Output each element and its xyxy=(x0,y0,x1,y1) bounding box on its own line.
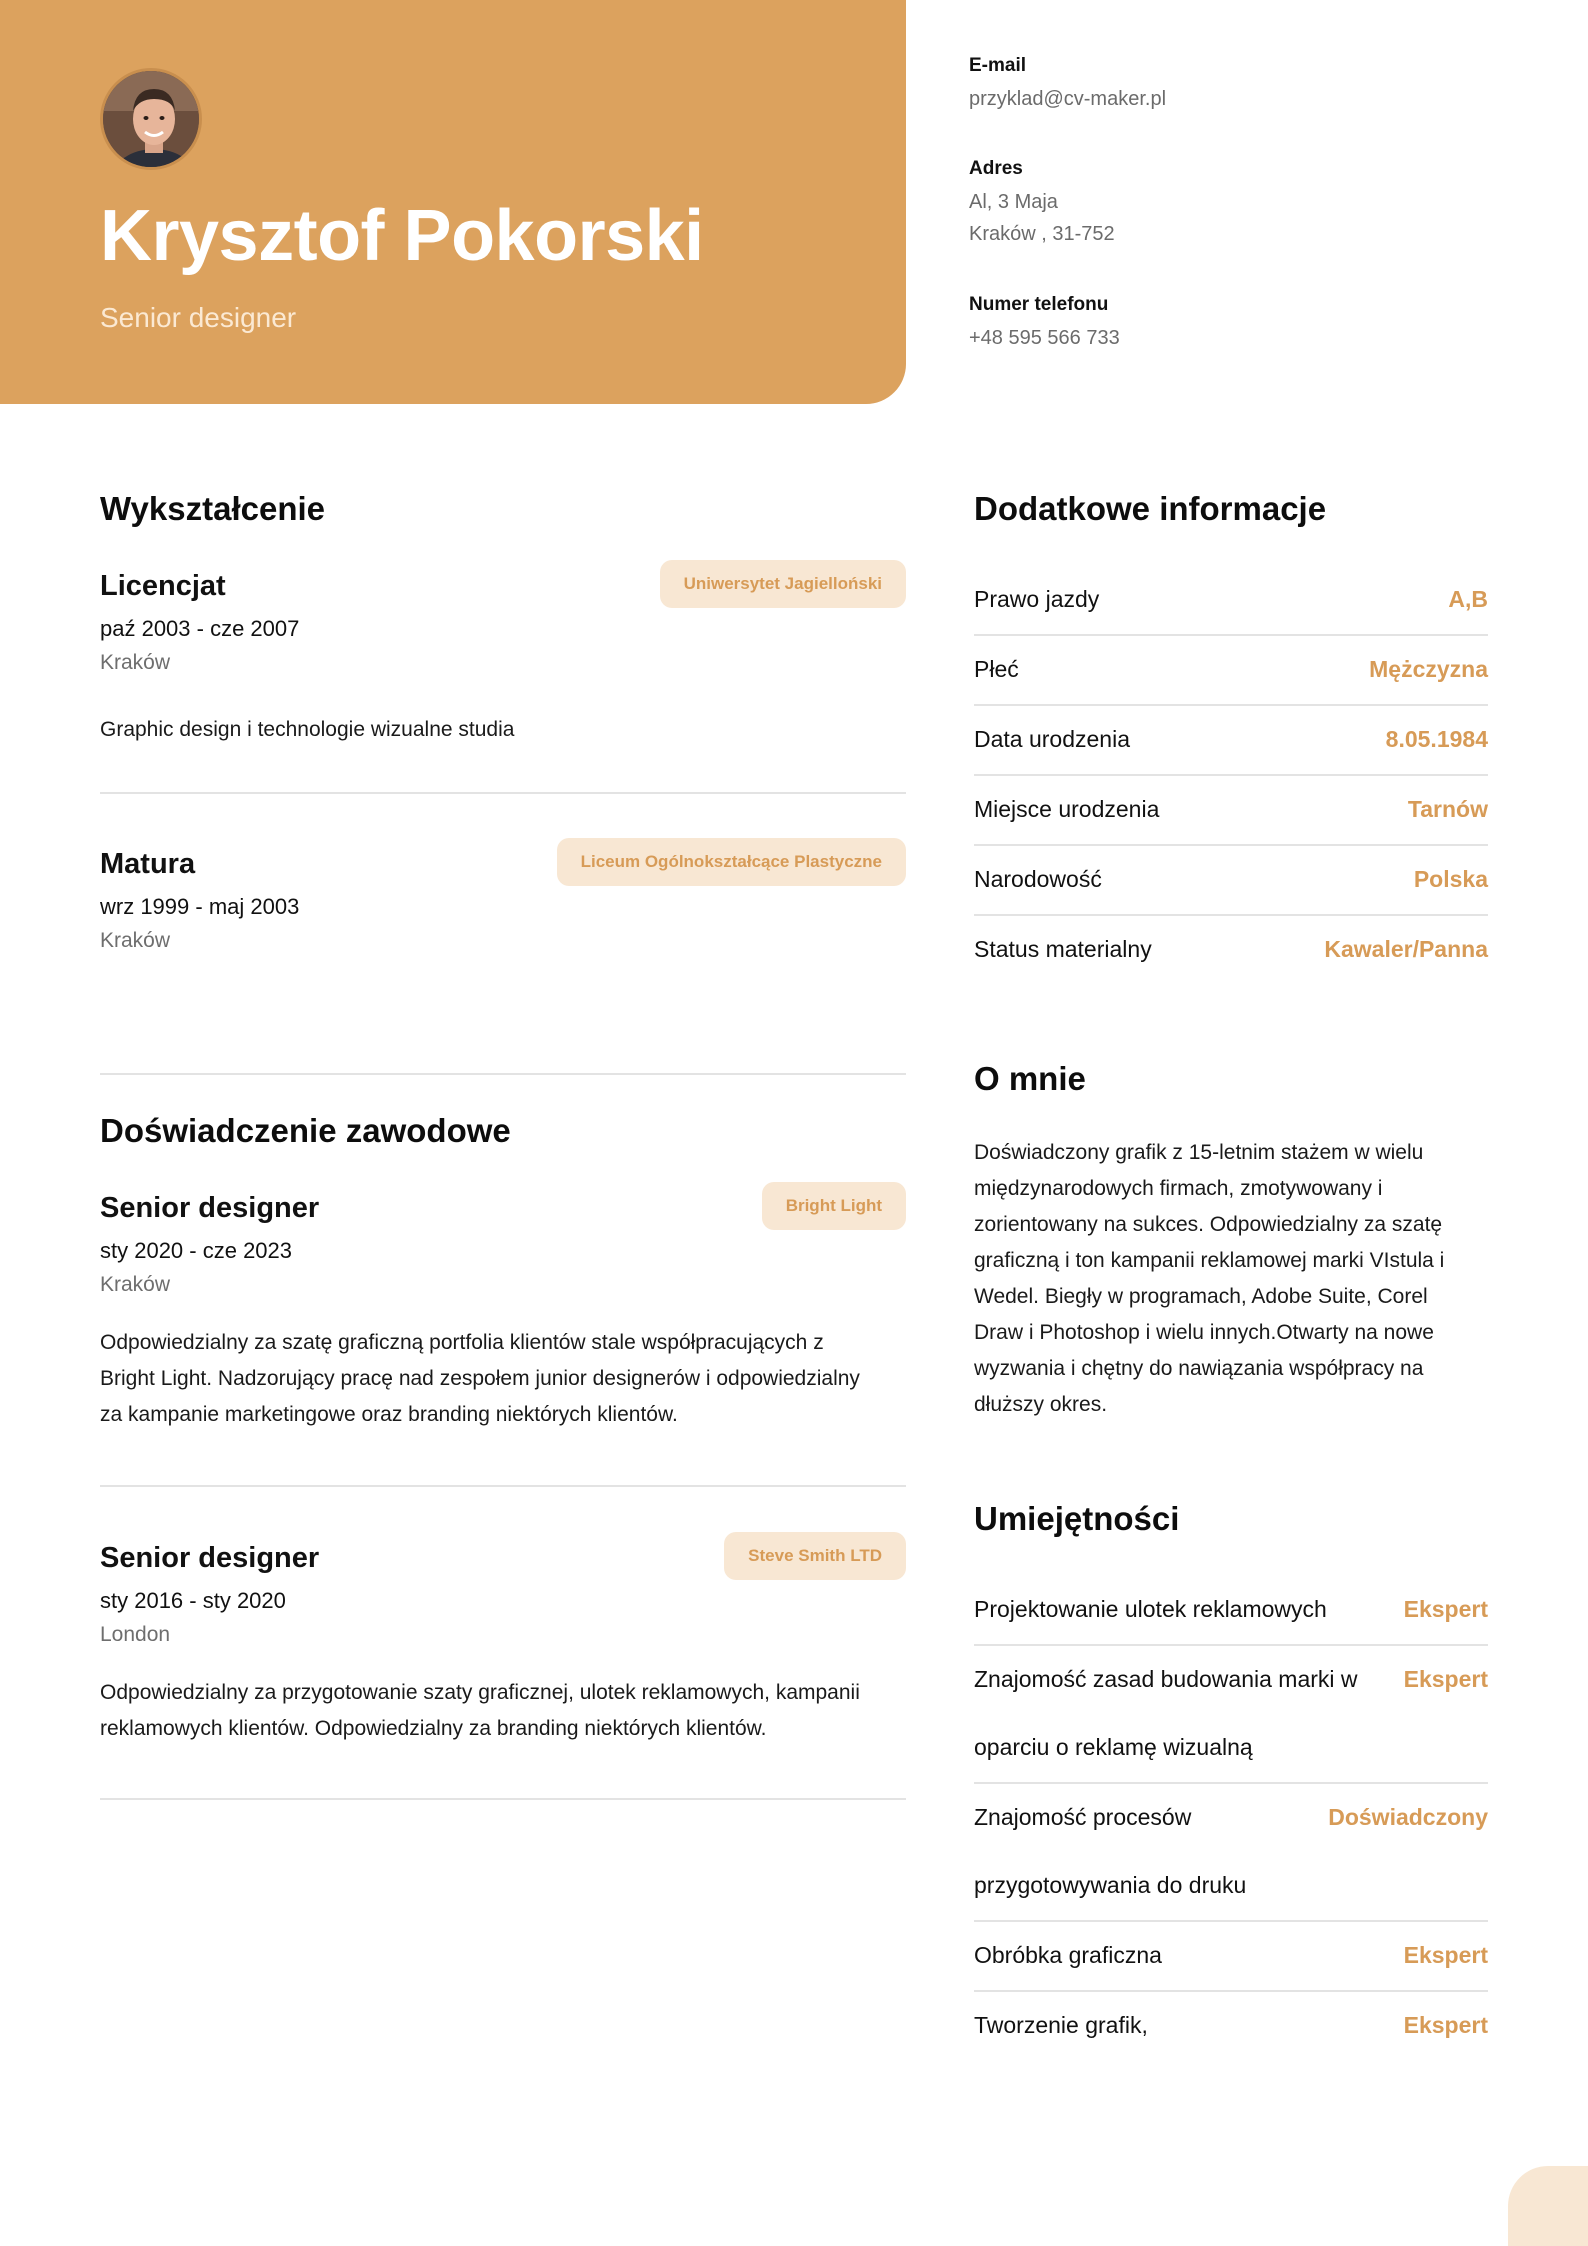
experience-company-badge: Steve Smith LTD xyxy=(724,1532,906,1580)
divider xyxy=(974,914,1488,916)
right-column xyxy=(974,0,1488,2246)
experience-dates: sty 2016 - sty 2020 xyxy=(100,1588,286,1613)
divider xyxy=(100,1073,906,1075)
experience-city: Kraków xyxy=(100,1273,171,1296)
education-degree: Matura xyxy=(100,848,196,880)
education-city: Kraków xyxy=(100,651,171,674)
email-value: przyklad@cv-maker.pl xyxy=(969,88,1167,110)
experience-description xyxy=(100,1675,900,1747)
description-line: reklamowych klientów. Odpowiedzialny za branding niektórych klientów. xyxy=(100,1717,767,1740)
skills-title: Umiejętności xyxy=(974,1500,1180,1537)
info-key: Narodowość xyxy=(974,866,1102,892)
education-description: Graphic design i technologie wizualne studia xyxy=(100,718,515,741)
about-line: Wedel. Biegły w programach, Adobe Suite, Corel xyxy=(974,1285,1428,1308)
left-column xyxy=(100,0,906,2246)
divider xyxy=(974,1990,1488,1992)
info-value: 8.05.1984 xyxy=(1385,726,1488,752)
description-line: Odpowiedzialny za szatę graficzną portfolia klientów stale współpracujących z xyxy=(100,1331,824,1354)
education-school-badge: Liceum Ogólnokształcące Plastyczne xyxy=(557,838,906,886)
experience-company-badge: Bright Light xyxy=(762,1182,906,1230)
info-key: Prawo jazdy xyxy=(974,586,1100,612)
phone-value: +48 595 566 733 xyxy=(969,327,1120,349)
address-line1: Al, 3 Maja xyxy=(969,191,1058,213)
skill-name: Obróbka graficzna xyxy=(974,1942,1162,1968)
skill-level: Ekspert xyxy=(1403,1596,1488,1622)
skill-level: Ekspert xyxy=(1403,2012,1488,2038)
education-title: Wykształcenie xyxy=(100,490,326,527)
experience-description xyxy=(100,1325,900,1433)
info-value: A,B xyxy=(1448,586,1488,612)
candidate-name: Krysztof Pokorski xyxy=(100,196,704,276)
additional-info-title: Dodatkowe informacje xyxy=(974,490,1327,527)
divider xyxy=(974,1782,1488,1784)
corner-decoration xyxy=(1508,2166,1588,2246)
experience-city: London xyxy=(100,1623,171,1646)
skill-name: Znajomość zasad budowania marki w xyxy=(974,1666,1358,1692)
experience-position: Senior designer xyxy=(100,1542,320,1574)
about-line: dłuższy okres. xyxy=(974,1393,1108,1416)
info-key: Data urodzenia xyxy=(974,726,1130,752)
skill-level: Ekspert xyxy=(1403,1666,1488,1692)
skill-name-cont: oparciu o reklamę wizualną xyxy=(974,1734,1253,1760)
info-value: Kawaler/Panna xyxy=(1324,936,1488,962)
info-value: Polska xyxy=(1413,866,1488,892)
info-key: Status materialny xyxy=(974,936,1152,962)
divider xyxy=(974,844,1488,846)
education-dates: wrz 1999 - maj 2003 xyxy=(100,894,300,919)
divider xyxy=(974,634,1488,636)
about-line: zorientowany na sukces. Odpowiedzialny za szatę xyxy=(974,1213,1443,1236)
skill-name: Tworzenie grafik, xyxy=(974,2012,1148,2038)
skill-name: Projektowanie ulotek reklamowych xyxy=(974,1596,1327,1622)
about-line: międzynarodowych firmach, zmotywowany i xyxy=(974,1177,1383,1200)
phone-label: Numer telefonu xyxy=(969,294,1109,315)
divider xyxy=(100,792,906,794)
description-line: Odpowiedzialny za przygotowanie szaty graficznej, ulotek reklamowych, kampanii xyxy=(100,1681,860,1704)
experience-position: Senior designer xyxy=(100,1192,320,1224)
email-label: E-mail xyxy=(969,55,1027,76)
candidate-role: Senior designer xyxy=(100,302,297,333)
divider xyxy=(100,1798,906,1800)
info-key: Miejsce urodzenia xyxy=(974,796,1160,822)
about-line: Doświadczony grafik z 15-letnim stażem w wielu xyxy=(974,1141,1424,1164)
skill-level: Doświadczony xyxy=(1328,1804,1488,1830)
divider xyxy=(100,1485,906,1487)
info-value: Mężczyzna xyxy=(1369,656,1488,682)
about-text xyxy=(974,1135,1488,1423)
divider xyxy=(974,1920,1488,1922)
education-degree: Licencjat xyxy=(100,570,226,602)
info-row xyxy=(974,924,1488,994)
about-line: Draw i Photoshop i wielu innych.Otwarty na nowe xyxy=(974,1321,1434,1344)
divider xyxy=(974,704,1488,706)
about-line: graficzną i ton kampanii reklamowej marki VIstula i xyxy=(974,1249,1445,1272)
about-title: O mnie xyxy=(974,1060,1086,1097)
divider xyxy=(974,774,1488,776)
skill-level: Ekspert xyxy=(1403,1942,1488,1968)
education-school-badge: Uniwersytet Jagielloński xyxy=(660,560,906,608)
info-key: Płeć xyxy=(974,656,1019,682)
experience-title: Doświadczenie zawodowe xyxy=(100,1112,511,1149)
info-value: Tarnów xyxy=(1407,796,1488,822)
address-line2: Kraków , 31-752 xyxy=(969,223,1115,245)
address-label: Adres xyxy=(969,158,1023,179)
description-line: za kampanie marketingowe oraz branding niektórych klientów. xyxy=(100,1403,678,1426)
description-line: Bright Light. Nadzorujący pracę nad zespołem junior designerów i odpowiedzialny xyxy=(100,1367,860,1390)
about-line: wyzwania i chętny do nawiązania współpracy na xyxy=(974,1357,1424,1380)
divider xyxy=(974,1644,1488,1646)
education-dates: paź 2003 - cze 2007 xyxy=(100,616,300,641)
education-city: Kraków xyxy=(100,929,171,952)
skill-name-cont: przygotowywania do druku xyxy=(974,1872,1247,1898)
experience-dates: sty 2020 - cze 2023 xyxy=(100,1238,293,1263)
skill-name: Znajomość procesów xyxy=(974,1804,1192,1830)
